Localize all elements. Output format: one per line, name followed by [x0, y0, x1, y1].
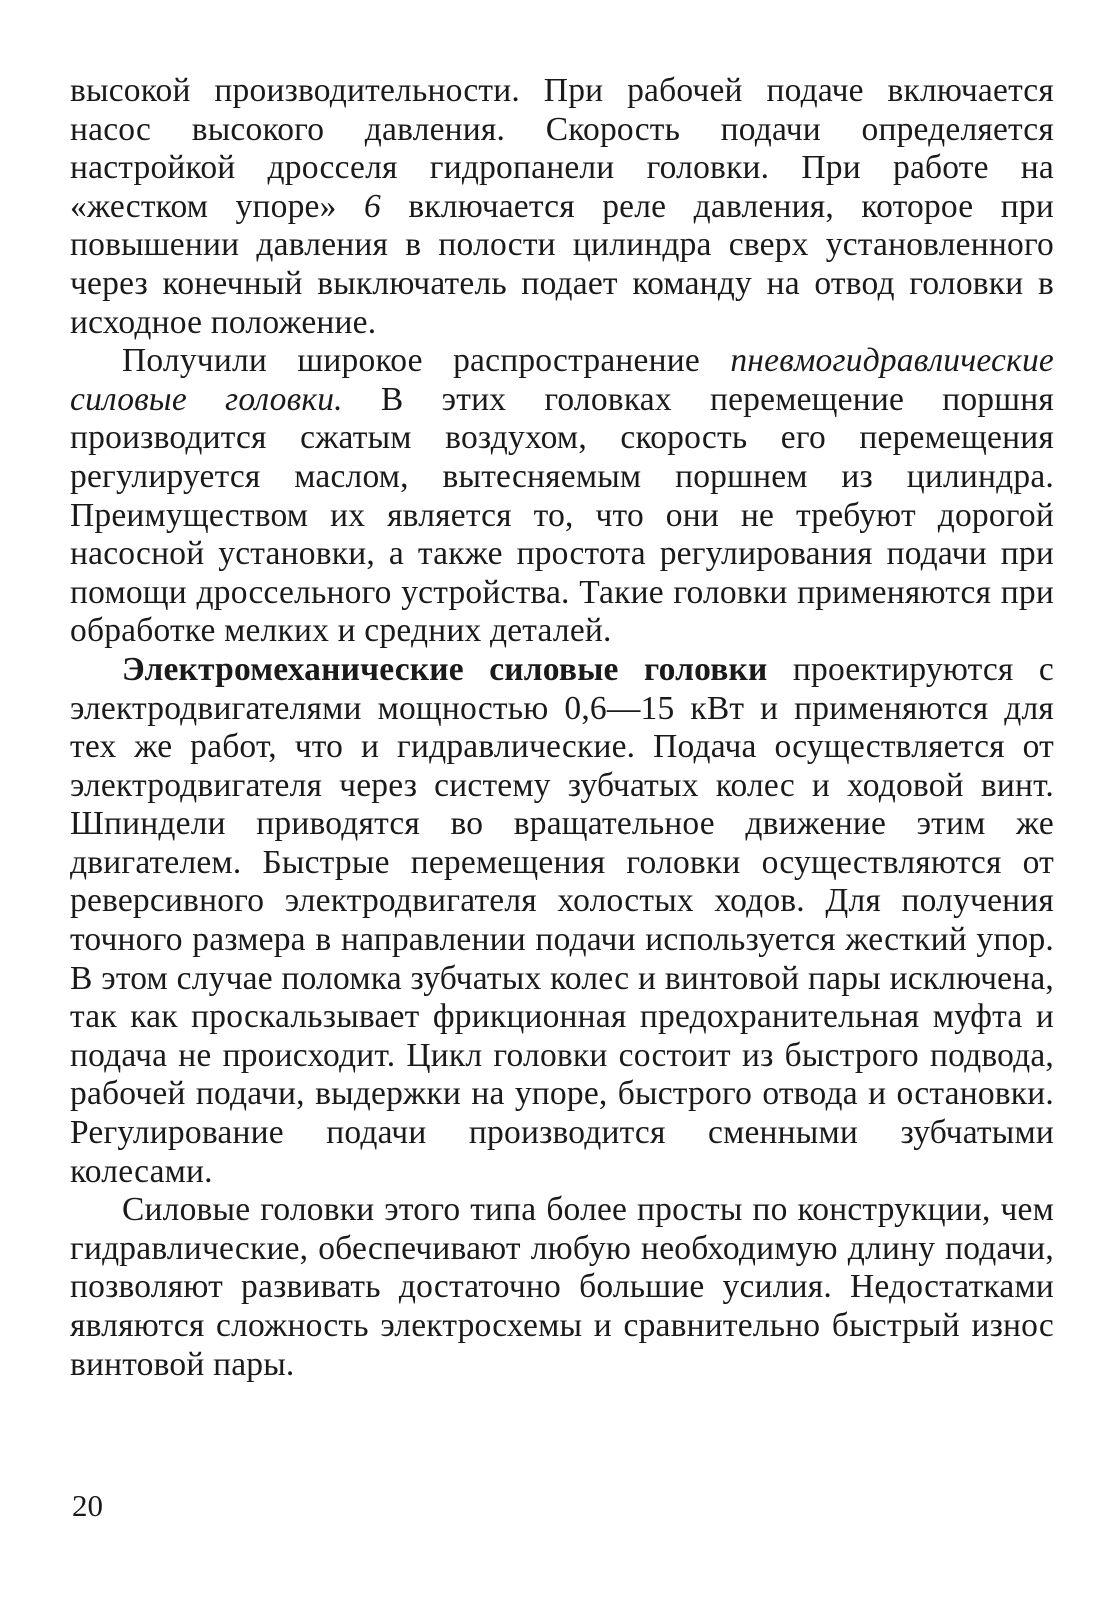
paragraph-1-tail: включается реле давления, которое при повышении давления в полости цилиндра сверх установленного через конечный выключатель подает команду на отвод головки в исходное положение. — [70, 187, 1054, 341]
paragraph-2-text: В этих головках перемещение поршня производится сжатым воздухом, скорость его перемещения регулируется маслом, вытесняемым поршнем из цилиндра. Преимуществом их является то, что они не требуют дорогой насосной установки, а также простота регулирования подачи при помощи дроссельного устройства. Такие головки применяются при обработке мелких и средних деталей. — [70, 380, 1054, 650]
page-body — [70, 72, 1054, 1384]
paragraph-2-lead: Получили широкое распространение — [122, 342, 731, 380]
paragraph-4-text: Силовые головки этого типа более просты по конструкции, чем гидравлические, обеспечивают любую необходимую длину подачи, позволяют развивать достаточно большие усилия. Недостатками являются сложность электросхемы и сравнительно быстрый износ винтовой пары. — [70, 1191, 1054, 1383]
paragraph-3-text: проектируются с электродвигателями мощностью 0,6—15 кВт и применяются для тех же работ, что и гидравлические. Подача осуществляется от электродвигателя через систему зубчатых колес и ходовой винт. Шпиндели приводятся во вращательное движение этим же двигателем. Быстрые перемещения головки осуществляются от реверсивного электродвигателя холостых ходов. Для получения точного размера в направлении подачи используется жесткий упор. В этом случае поломка зубчатых колес и винтовой пары исключена, так как проскальзывает фрикционная предохранительная муфта и подача не происходит. Цикл головки состоит из быстрого подвода, рабочей подачи, выдержки на упоре, быстрого отвода и остановки. Регулирование подачи производится сменными зубчатыми колесами. — [70, 650, 1054, 1190]
bold-term-electromechanical: Электромеханические силовые головки — [122, 650, 768, 688]
paragraph-3 — [70, 651, 1054, 1191]
page-number: 20 — [72, 1488, 103, 1523]
paragraph-4 — [70, 1191, 1054, 1384]
figure-reference: 6 — [363, 187, 381, 225]
paragraph-1-text: высокой производительности. При рабочей подаче включается насос высокого давления. Скорость подачи определяется настройкой дросселя гидропанели головки. При работе на «жестком упоре» — [70, 72, 1054, 225]
paragraph-2 — [70, 342, 1054, 651]
italic-term-pneumohydraulic: пневмогидравлические силовые головки. — [70, 342, 1054, 418]
paragraph-1 — [70, 72, 1054, 342]
